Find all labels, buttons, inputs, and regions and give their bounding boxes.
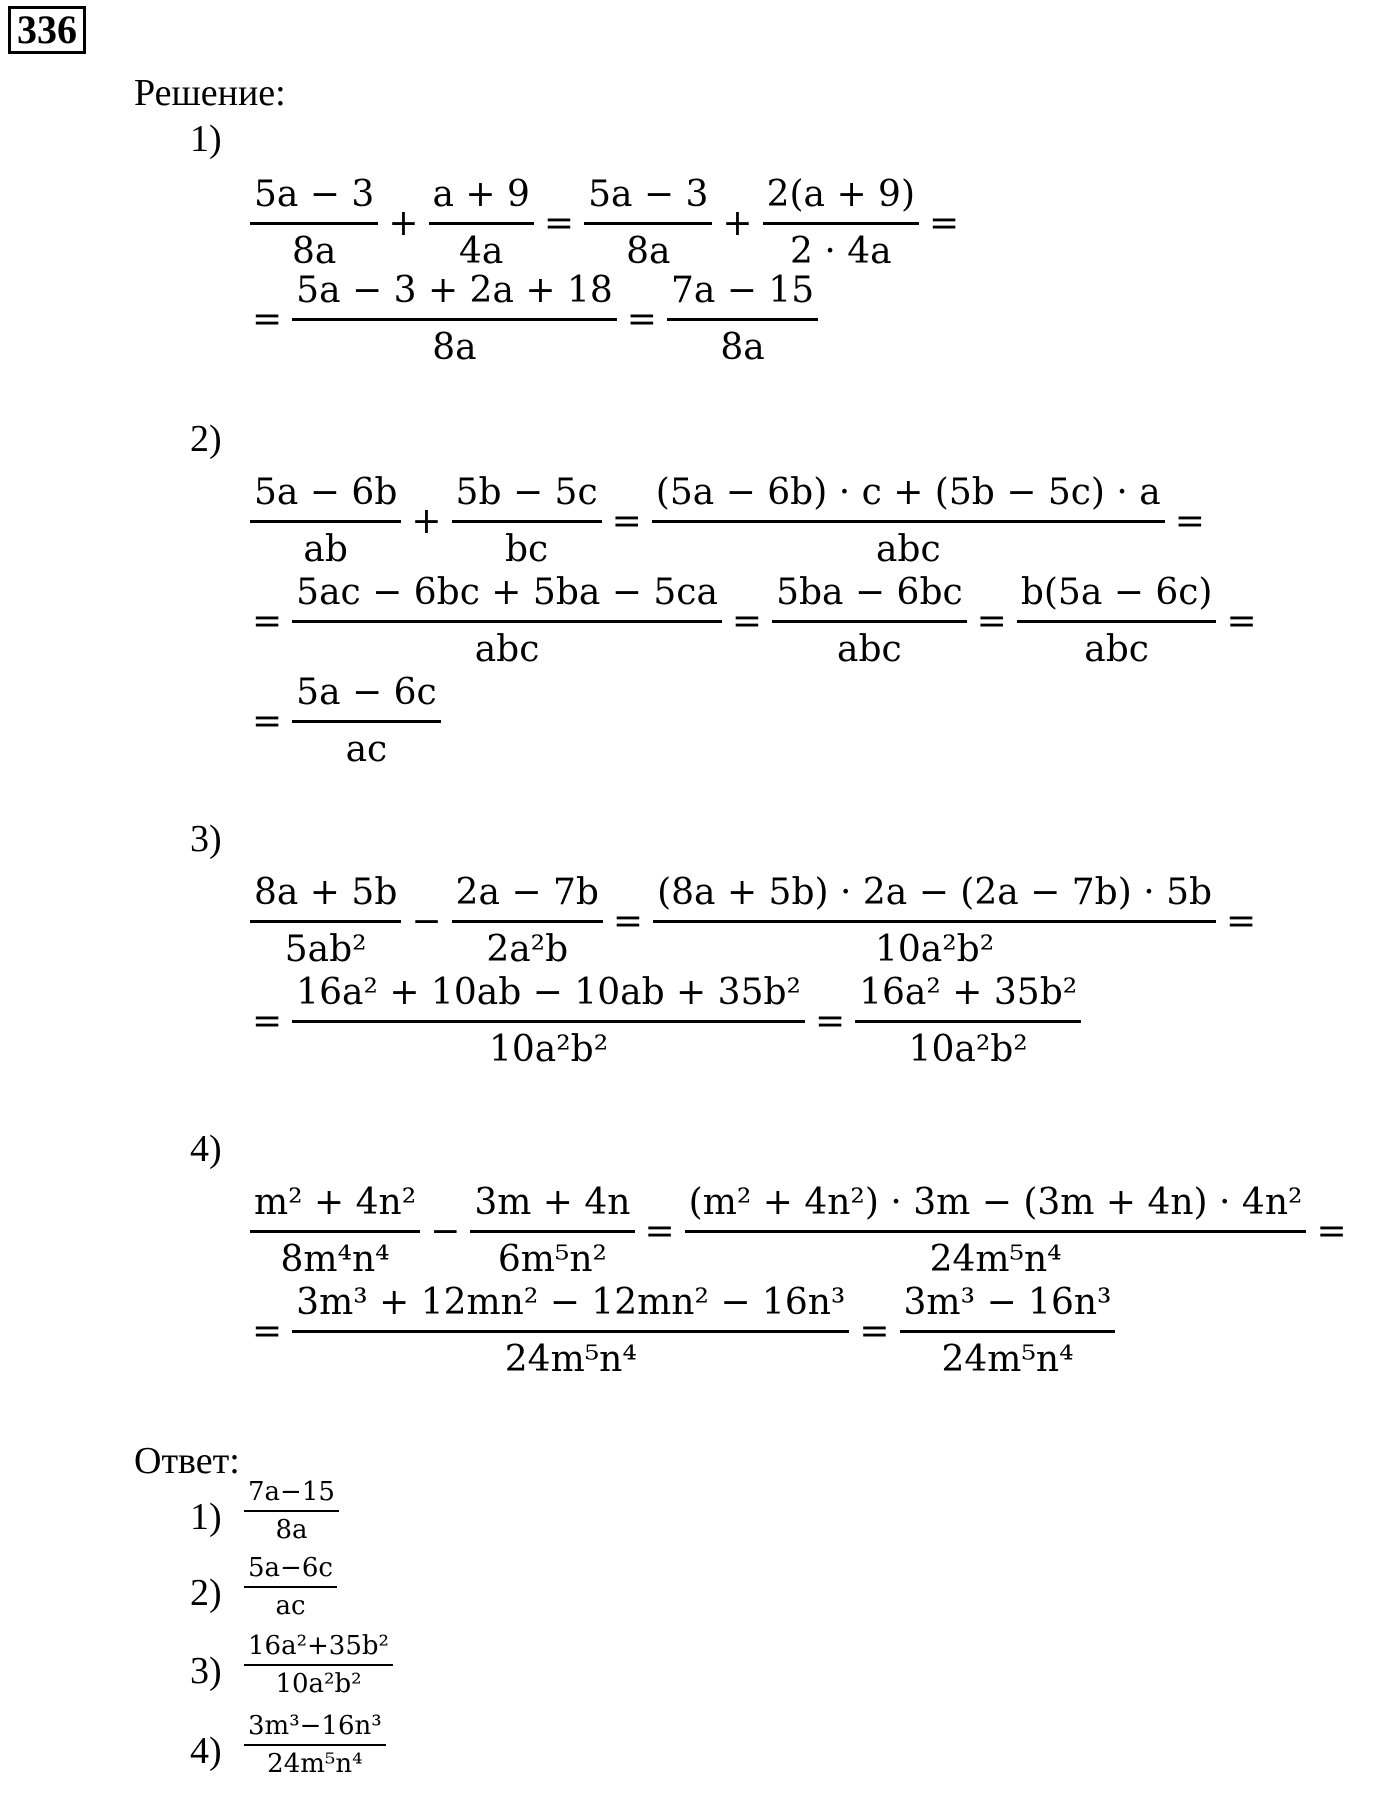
fraction (292, 566, 722, 677)
answer-fraction (244, 1628, 393, 1702)
denominator: 8m⁴n⁴ (280, 1239, 390, 1280)
answer-fraction-row (240, 1474, 343, 1548)
numerator: m² + 4n² (250, 1176, 420, 1233)
operator: + (411, 500, 442, 542)
fraction (250, 1176, 420, 1287)
numerator: 5b − 5c (452, 466, 602, 523)
numerator: 5a − 6b (250, 466, 401, 523)
fraction (429, 168, 534, 279)
denominator: bc (504, 529, 549, 570)
denominator: ac (275, 1591, 306, 1621)
equals-sign: = (252, 700, 283, 742)
denominator: 8a (275, 1515, 308, 1545)
denominator: 10a²b² (488, 1029, 609, 1070)
denominator: 2a²b (486, 929, 569, 970)
denominator: ac (345, 729, 388, 770)
part-label-1: 1) (190, 118, 222, 160)
operator: = (814, 1000, 846, 1042)
answer-fraction-row (240, 1708, 390, 1782)
operator: + (388, 202, 419, 244)
numerator: 2(a + 9) (763, 168, 919, 225)
fraction (292, 966, 805, 1077)
denominator: 8a (626, 231, 671, 272)
numerator: 16a²+35b² (244, 1628, 393, 1666)
numerator: (5a − 6b) · c + (5b − 5c) · a (652, 466, 1165, 523)
equation-row (246, 1276, 1119, 1387)
denominator: 4a (459, 231, 504, 272)
operator: = (543, 202, 575, 244)
fraction (772, 566, 967, 677)
fraction (250, 168, 378, 279)
operator: = (611, 500, 642, 542)
equation-row (246, 168, 965, 279)
operator: = (1226, 900, 1257, 942)
answer-fraction-row (240, 1628, 397, 1702)
denominator: 24m⁵n⁴ (929, 1239, 1062, 1280)
fraction (667, 264, 818, 375)
answer-fraction (244, 1708, 386, 1782)
equation-row (246, 1176, 1353, 1287)
operator: = (929, 202, 960, 244)
operator: − (411, 900, 442, 942)
operator: = (626, 298, 657, 340)
fraction (470, 1176, 634, 1287)
operator: = (1316, 1210, 1347, 1252)
numerator: 16a² + 35b² (855, 966, 1081, 1023)
fraction (292, 666, 440, 777)
part-label-2: 2) (190, 418, 222, 460)
numerator: 5a − 3 (250, 168, 378, 225)
numerator: 5a − 3 (584, 168, 712, 225)
answer-fraction (244, 1474, 339, 1548)
answer-label-4: 4) (190, 1730, 222, 1772)
numerator: 3m + 4n (470, 1176, 634, 1233)
operator: = (976, 600, 1007, 642)
denominator: 8a (720, 327, 765, 368)
equation-row (246, 264, 822, 375)
part-label-3: 3) (190, 818, 222, 860)
answer-fraction (244, 1550, 337, 1624)
fraction (685, 1176, 1307, 1287)
operator: = (644, 1210, 675, 1252)
numerator: 5a − 3 + 2a + 18 (292, 264, 617, 321)
denominator: abc (1084, 629, 1149, 670)
answer-label-2: 2) (190, 1572, 222, 1614)
equation-row (246, 466, 1211, 577)
answer-label-1: 1) (190, 1496, 222, 1538)
numerator: 7a − 15 (667, 264, 818, 321)
equation-row (246, 866, 1262, 977)
denominator: 10a²b² (874, 929, 995, 970)
operator: = (612, 900, 644, 942)
denominator: abc (837, 629, 902, 670)
fraction (900, 1276, 1116, 1387)
denominator: 6m⁵n² (497, 1239, 607, 1280)
equation-row (246, 666, 445, 777)
numerator: a + 9 (429, 168, 534, 225)
fraction (855, 966, 1081, 1077)
answer-label-3: 3) (190, 1650, 222, 1692)
fraction (250, 866, 401, 977)
numerator: 16a² + 10ab − 10ab + 35b² (292, 966, 805, 1023)
numerator: 5ba − 6bc (772, 566, 967, 623)
equals-sign: = (252, 1000, 283, 1042)
denominator: 10a²b² (275, 1669, 362, 1699)
numerator: (m² + 4n²) · 3m − (3m + 4n) · 4n² (685, 1176, 1307, 1233)
numerator: 5a − 6c (292, 666, 440, 723)
fraction (250, 466, 401, 577)
equation-row (246, 566, 1263, 677)
numerator: 2a − 7b (452, 866, 603, 923)
fraction (653, 866, 1216, 977)
part-label-4: 4) (190, 1128, 222, 1170)
fraction (452, 866, 603, 977)
numerator: 5a−6c (244, 1550, 337, 1588)
fraction (452, 466, 602, 577)
operator: − (430, 1210, 461, 1252)
denominator: 24m⁵n⁴ (267, 1749, 363, 1779)
denominator: 8a (291, 231, 337, 272)
fraction (584, 168, 712, 279)
answer-label: Ответ: (134, 1440, 240, 1482)
numerator: 3m³ − 16n³ (900, 1276, 1116, 1333)
fraction (652, 466, 1165, 577)
numerator: (8a + 5b) · 2a − (2a − 7b) · 5b (653, 866, 1216, 923)
fraction (1017, 566, 1217, 677)
operator: + (722, 202, 753, 244)
numerator: 3m³−16n³ (244, 1708, 386, 1746)
operator: = (1174, 500, 1205, 542)
solution-label: Решение: (134, 72, 286, 114)
numerator: 7a−15 (244, 1474, 339, 1512)
denominator: 8a (432, 327, 477, 368)
denominator: 10a²b² (908, 1029, 1028, 1070)
equation-row (246, 966, 1085, 1077)
operator: = (731, 600, 763, 642)
operator: = (859, 1310, 890, 1352)
fraction (763, 168, 919, 279)
denominator: abc (474, 629, 540, 670)
denominator: ab (303, 529, 348, 570)
numerator: 3m³ + 12mn² − 12mn² − 16n³ (292, 1276, 849, 1333)
fraction (292, 264, 617, 375)
denominator: 24m⁵n⁴ (941, 1339, 1074, 1380)
numerator: 8a + 5b (250, 866, 401, 923)
answer-fraction-row (240, 1550, 341, 1624)
problem-number: 336 (8, 6, 86, 54)
equals-sign: = (252, 298, 283, 340)
denominator: 2 · 4a (790, 231, 892, 272)
numerator: 5ac − 6bc + 5ba − 5ca (292, 566, 722, 623)
denominator: abc (875, 529, 941, 570)
denominator: 24m⁵n⁴ (504, 1339, 637, 1380)
equals-sign: = (252, 1310, 283, 1352)
fraction (292, 1276, 849, 1387)
equals-sign: = (252, 600, 283, 642)
denominator: 5ab² (284, 929, 367, 970)
numerator: b(5a − 6c) (1017, 566, 1217, 623)
operator: = (1226, 600, 1257, 642)
